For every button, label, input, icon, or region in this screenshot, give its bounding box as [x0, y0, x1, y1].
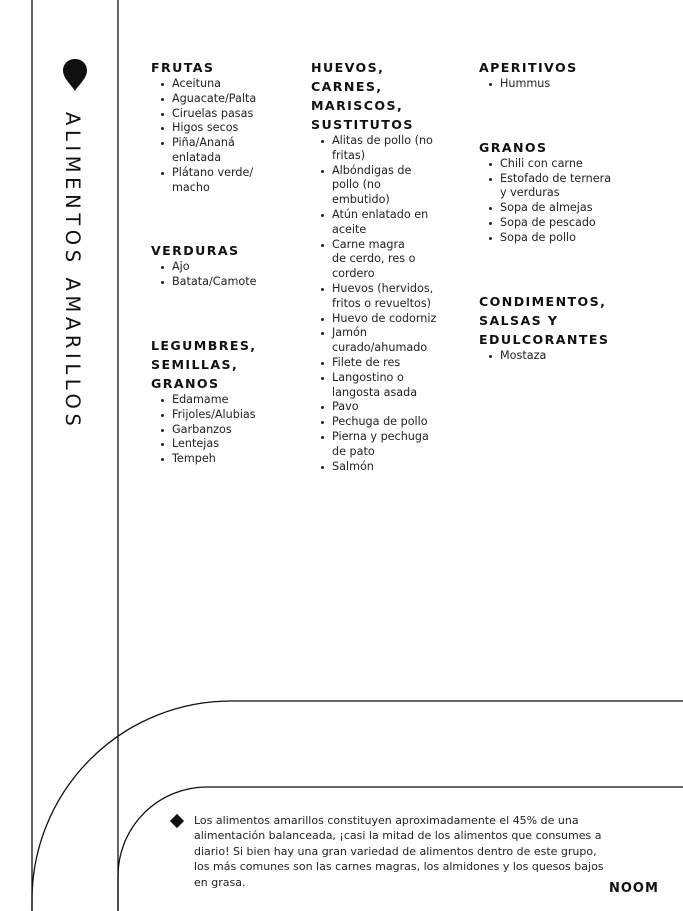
- list-item: Huevo de codorniz: [321, 312, 446, 327]
- section-verduras: [151, 241, 301, 290]
- item-list: [151, 260, 301, 290]
- brand-logo: NOOM: [609, 881, 659, 896]
- info-note: [172, 813, 612, 890]
- list-item: Chili con carne: [489, 157, 624, 172]
- item-list: [151, 393, 301, 467]
- list-item: Frijoles/Alubias: [161, 408, 301, 423]
- list-item: Batata/Camote: [161, 275, 301, 290]
- note-text: Los alimentos amarillos constituyen aproximadamente el 45% de una alimentación balanceada, ¡casi la mitad de los alimentos que consumes a diario! Si bien hay una gran variedad de alimentos dentro de este grupo, los más comunes son las carnes magras, los almidones y los quesos bajos en grasa.: [194, 814, 604, 889]
- section-aperitivos: [479, 58, 639, 92]
- list-item: Higos secos: [161, 121, 301, 136]
- list-item: Lentejas: [161, 437, 301, 452]
- food-column-2: [311, 58, 461, 474]
- section-title: GRANOS: [479, 139, 548, 155]
- item-list: [479, 349, 639, 364]
- section-condimentos: [479, 292, 639, 364]
- food-column-3: [479, 58, 639, 363]
- map-pin-icon: [62, 58, 88, 92]
- list-item: Sopa de almejas: [489, 201, 624, 216]
- list-item: Filete de res: [321, 356, 446, 371]
- list-item: Carne magra de cerdo, res o cordero: [321, 238, 421, 282]
- list-item: Garbanzos: [161, 423, 301, 438]
- list-item: Sopa de pescado: [489, 216, 624, 231]
- list-item: Aceituna: [161, 77, 301, 92]
- list-item: Estofado de ternera y verduras: [489, 172, 614, 202]
- list-item: Alitas de pollo (no fritas): [321, 134, 446, 164]
- section-title: HUEVOS, CARNES, MARISCOS, SUSTITUTOS: [311, 60, 414, 132]
- list-item: Tempeh: [161, 452, 301, 467]
- section-title: APERITIVOS: [479, 60, 578, 75]
- list-item: Atún enlatado en aceite: [321, 208, 446, 238]
- list-item: Pavo: [321, 400, 446, 415]
- section-title: FRUTAS: [151, 60, 215, 75]
- section-huevos-carnes: [311, 58, 461, 474]
- section-frutas: [151, 58, 301, 195]
- section-title: LEGUMBRES, SEMILLAS, GRANOS: [151, 337, 257, 391]
- list-item: Piña/Ananá enlatada: [161, 136, 253, 166]
- list-item: Langostino o langosta asada: [321, 371, 421, 401]
- section-title: CONDIMENTOS, SALSAS Y EDULCORANTES: [479, 293, 610, 347]
- list-item: Aguacate/Palta: [161, 92, 301, 107]
- list-item: Jamón curado/ahumado: [321, 326, 431, 356]
- list-item: Edamame: [161, 393, 301, 408]
- list-item: Huevos (hervidos, fritos o revueltos): [321, 282, 446, 312]
- list-item: Albóndigas de pollo (no embutido): [321, 164, 421, 208]
- item-list: [479, 77, 639, 92]
- diamond-icon: [170, 814, 184, 828]
- list-item: Hummus: [489, 77, 639, 92]
- item-list: [479, 157, 624, 246]
- page-title: ALIMENTOS AMARILLOS: [61, 112, 84, 431]
- list-item: Salmón: [321, 460, 446, 475]
- item-list: [151, 77, 301, 195]
- list-item: Mostaza: [489, 349, 639, 364]
- section-title: VERDURAS: [151, 243, 240, 259]
- food-column-1: [151, 58, 301, 467]
- list-item: Pechuga de pollo: [321, 415, 446, 430]
- list-item: Ciruelas pasas: [161, 107, 301, 122]
- section-legumbres: [151, 336, 301, 467]
- item-list: [311, 134, 446, 474]
- section-granos: [479, 138, 639, 246]
- list-item: Plátano verde/ macho: [161, 166, 261, 196]
- list-item: Ajo: [161, 260, 301, 275]
- list-item: Pierna y pechuga de pato: [321, 430, 436, 460]
- list-item: Sopa de pollo: [489, 231, 624, 246]
